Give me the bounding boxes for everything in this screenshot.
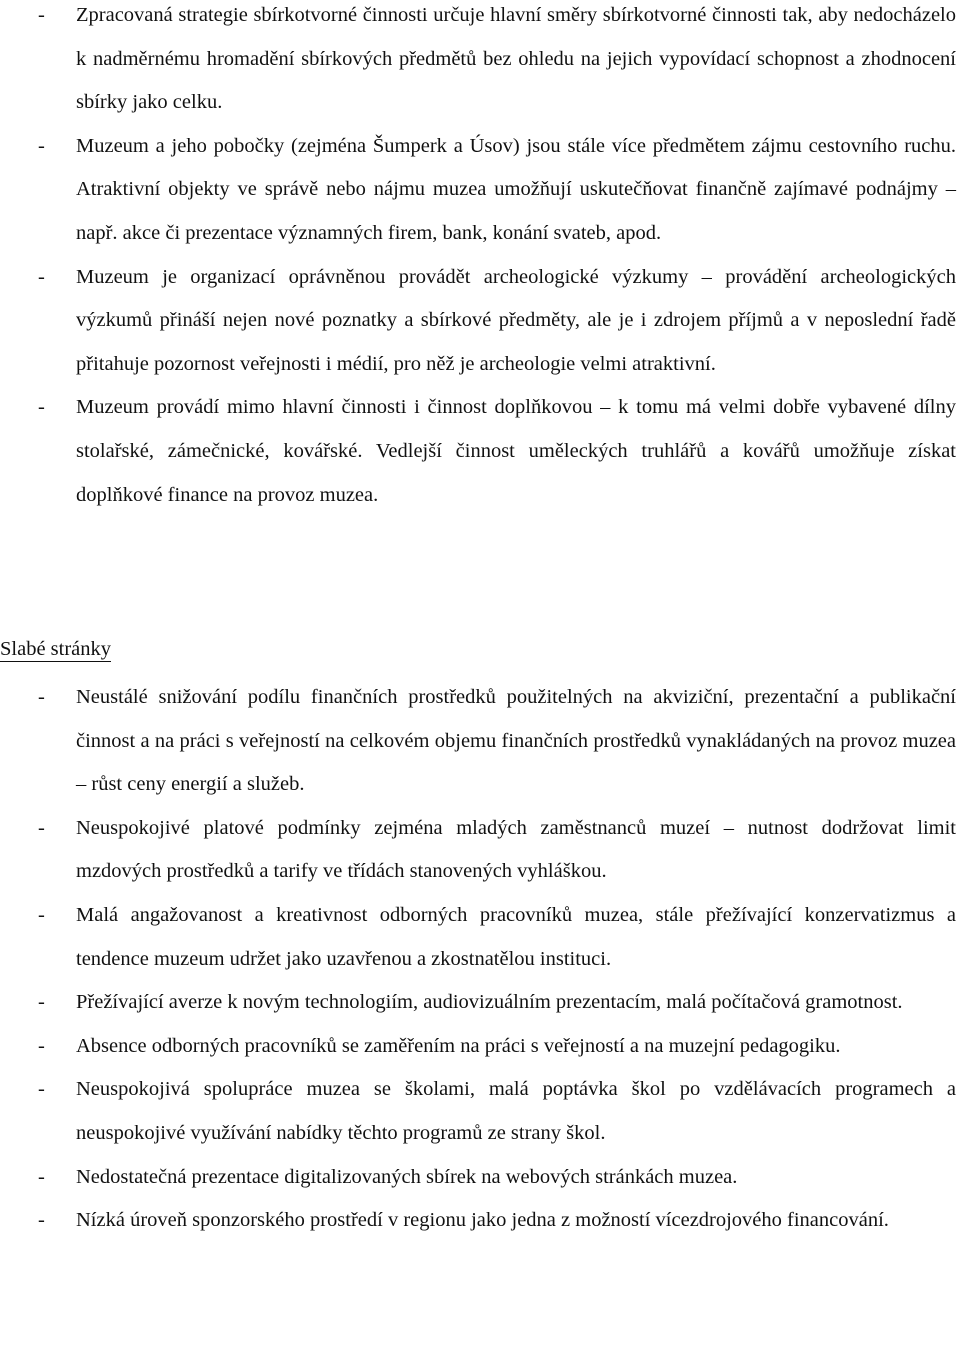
bullet-dash: -: [38, 4, 45, 26]
bullet-dash: -: [38, 1078, 45, 1101]
list-item: [0, 0, 960, 125]
section-heading: [0, 628, 111, 672]
list-item: [0, 981, 960, 1025]
list-item-text: Malá angažovanost a kreativnost odborných pracovníků muzea, stále přežívající konzervatizmus a tendence muzeum udržet jako uzavřenou a zkostnatělou instituci.: [76, 903, 956, 970]
strengths-list: [0, 0, 960, 517]
list-item: [0, 894, 960, 981]
bullet-dash: -: [38, 816, 45, 839]
bullet-dash: -: [38, 903, 45, 926]
bullet-dash: -: [38, 686, 45, 708]
list-item: [0, 807, 960, 894]
list-item-text: Přežívající averze k novým technologiím, audiovizuálním prezentacím, malá počítačová gramotnost.: [76, 991, 903, 1014]
bullet-dash: -: [38, 134, 45, 157]
list-item-text: Neustálé snižování podílu finančních prostředků použitelných na akviziční, prezentační a publikační činnost a na práci s veřejností na celkovém objemu finančních prostředků vynakládaných na provoz muzea – růst ceny energií a služeb.: [76, 686, 956, 796]
list-item: [0, 256, 960, 387]
list-item-text: Nízká úroveň sponzorského prostředí v regionu jako jedna z možností vícezdrojového financování.: [76, 1209, 889, 1232]
list-item: [0, 1025, 960, 1069]
bullet-dash: -: [38, 1209, 45, 1232]
list-item-text: Nedostatečná prezentace digitalizovaných sbírek na webových stránkách muzea.: [76, 1165, 738, 1188]
bullet-dash: -: [38, 396, 45, 419]
list-item-text: Neuspokojivé platové podmínky zejména mladých zaměstnanců muzeí – nutnost dodržovat limit mzdových prostředků a tarify ve třídách stanovených vyhláškou.: [76, 816, 956, 883]
list-item-text: Muzeum je organizací oprávněnou provádět archeologické výzkumy – provádění archeologických výzkumů přináší nejen nové poznatky a sbírkové předměty, ale je i zdrojem příjmů a v neposlední řadě přitahuje pozornost veřejnosti i médií, pro něž je archeologie velmi atraktivní.: [76, 265, 956, 375]
list-item-text: Neuspokojivá spolupráce muzea se školami, malá poptávka škol po vzdělávacích programech a neuspokojivé využívání nabídky těchto programů ze strany škol.: [76, 1078, 956, 1144]
list-item: [0, 1068, 960, 1155]
list-item: [0, 125, 960, 256]
bullet-dash: -: [38, 1034, 45, 1057]
list-item-text: Absence odborných pracovníků se zaměřením na práci s veřejností a na muzejní pedagogiku.: [76, 1034, 841, 1057]
list-item-text: Muzeum provádí mimo hlavní činnosti i činnost doplňkovou – k tomu má velmi dobře vybavené dílny stolařské, zámečnické, kovářské. Vedlejší činnost uměleckých truhlářů a kovářů umožňuje získat doplňkové finance na provoz muzea.: [76, 396, 956, 506]
bullet-dash: -: [38, 265, 45, 288]
bullet-dash: -: [38, 991, 45, 1014]
list-item: [0, 1156, 960, 1200]
list-item-text: Muzeum a jeho pobočky (zejména Šumperk a Úsov) jsou stále více předmětem zájmu cestovního ruchu. Atraktivní objekty ve správě nebo nájmu muzea umožňují uskutečňovat finančně zajímavé podnájmy – např. akce či prezentace významných firem, bank, konání svateb, apod.: [76, 134, 956, 244]
list-item: [0, 1199, 960, 1243]
bullet-dash: -: [38, 1165, 45, 1188]
weaknesses-list: [0, 676, 960, 1243]
list-item-text: Zpracovaná strategie sbírkotvorné činnosti určuje hlavní směry sbírkotvorné činnosti tak, aby nedocházelo k nadměrnému hromadění sbírkových předmětů bez ohledu na jejich vypovídací schopnost a zhodnocení sbírky jako celku.: [76, 4, 956, 114]
list-item: [0, 676, 960, 807]
section-heading-text: Slabé stránky: [0, 638, 112, 660]
list-item: [0, 386, 960, 517]
